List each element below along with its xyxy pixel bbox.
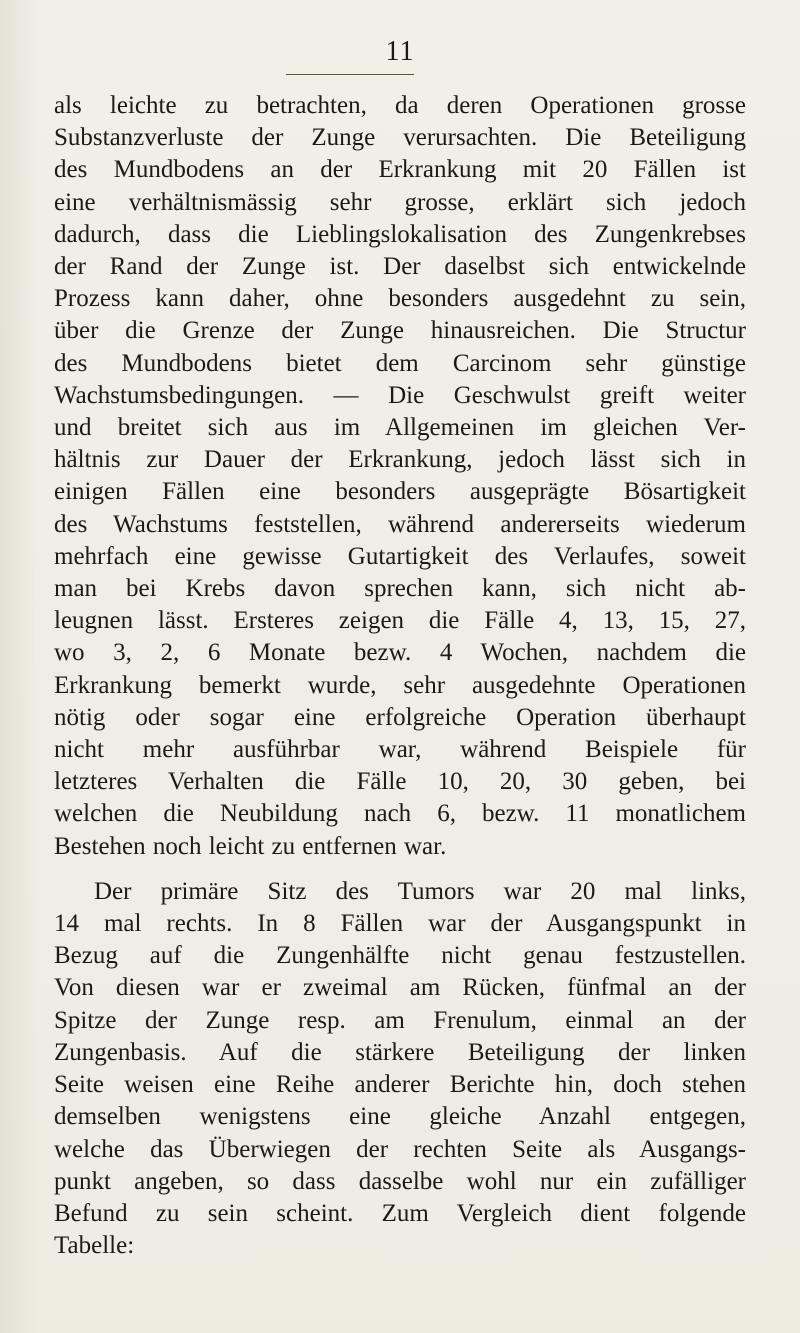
- text-line: Spitze der Zunge resp. am Frenulum, einmal an der: [54, 1006, 746, 1034]
- body-text: [54, 90, 746, 1262]
- text-line: als leichte zu betrachten, da deren Operationen grosse: [54, 92, 746, 119]
- text-line: punkt angeben, so dass dasselbe wohl nur ein zufälliger: [54, 1167, 746, 1195]
- text-line: Substanzverluste der Zunge verursachten. Die Beteiligung: [54, 124, 746, 152]
- page-number: 11: [385, 36, 415, 67]
- text-line: über die Grenze der Zunge hinausreichen. Die Structur: [54, 317, 746, 345]
- text-line: welche das Überwiegen der rechten Seite als Ausgangs-: [54, 1135, 746, 1163]
- text-line: eine verhältnismässig sehr grosse, erklärt sich jedoch: [54, 188, 746, 216]
- paragraph: [54, 90, 746, 863]
- header-rule: [286, 74, 414, 75]
- text-line: 14 mal rechts. In 8 Fällen war der Ausgangspunkt in: [54, 910, 746, 938]
- text-line: des Mundbodens an der Erkrankung mit 20 Fällen ist: [54, 156, 746, 184]
- text-line: wo 3, 2, 6 Monate bezw. 4 Wochen, nachdem die: [54, 639, 746, 667]
- text-line: welchen die Neubildung nach 6, bezw. 11 monatlichem: [54, 800, 746, 828]
- text-line: nicht mehr ausführbar war, während Beispiele für: [54, 736, 746, 764]
- paragraph: [54, 876, 746, 1262]
- text-line: Tabelle:: [54, 1232, 135, 1260]
- text-line: demselben wenigstens eine gleiche Anzahl entgegen,: [54, 1103, 746, 1131]
- text-line: leugnen lässt. Ersteres zeigen die Fälle 4, 13, 15, 27,: [54, 607, 746, 635]
- text-line: Bestehen noch leicht zu entfernen war.: [54, 832, 447, 860]
- text-line: mehrfach eine gewisse Gutartigkeit des Verlaufes, soweit: [54, 542, 746, 570]
- text-line: der Rand der Zunge ist. Der daselbst sich entwickelnde: [54, 253, 746, 281]
- text-line: Seite weisen eine Reihe anderer Berichte hin, doch stehen: [54, 1071, 746, 1099]
- text-line: des Mundbodens bietet dem Carcinom sehr günstige: [54, 349, 746, 377]
- text-line: Bezug auf die Zungenhälfte nicht genau festzustellen.: [54, 942, 746, 970]
- text-line: und breitet sich aus im Allgemeinen im gleichen Ver-: [54, 414, 746, 442]
- text-line: Prozess kann daher, ohne besonders ausgedehnt zu sein,: [54, 285, 746, 313]
- text-line: Erkrankung bemerkt wurde, sehr ausgedehnte Operationen: [54, 671, 746, 699]
- text-line: einigen Fällen eine besonders ausgeprägte Bösartigkeit: [54, 478, 746, 506]
- text-line: des Wachstums feststellen, während andererseits wiederum: [54, 510, 746, 538]
- text-line: hältnis zur Dauer der Erkrankung, jedoch lässt sich in: [54, 446, 746, 474]
- text-line: man bei Krebs davon sprechen kann, sich nicht ab-: [54, 575, 746, 603]
- text-line: Wachstumsbedingungen. — Die Geschwulst greift weiter: [54, 381, 746, 409]
- text-line: Der primäre Sitz des Tumors war 20 mal links,: [94, 877, 746, 905]
- text-line: dadurch, dass die Lieblingslokalisation des Zungenkrebses: [54, 220, 746, 248]
- text-line: Befund zu sein scheint. Zum Vergleich dient folgende: [54, 1199, 746, 1227]
- text-line: letzteres Verhalten die Fälle 10, 20, 30 geben, bei: [54, 768, 746, 796]
- text-line: Von diesen war er zweimal am Rücken, fünfmal an der: [54, 974, 746, 1002]
- text-line: nötig oder sogar eine erfolgreiche Operation überhaupt: [54, 703, 746, 731]
- text-line: Zungenbasis. Auf die stärkere Beteiligung der linken: [54, 1038, 746, 1066]
